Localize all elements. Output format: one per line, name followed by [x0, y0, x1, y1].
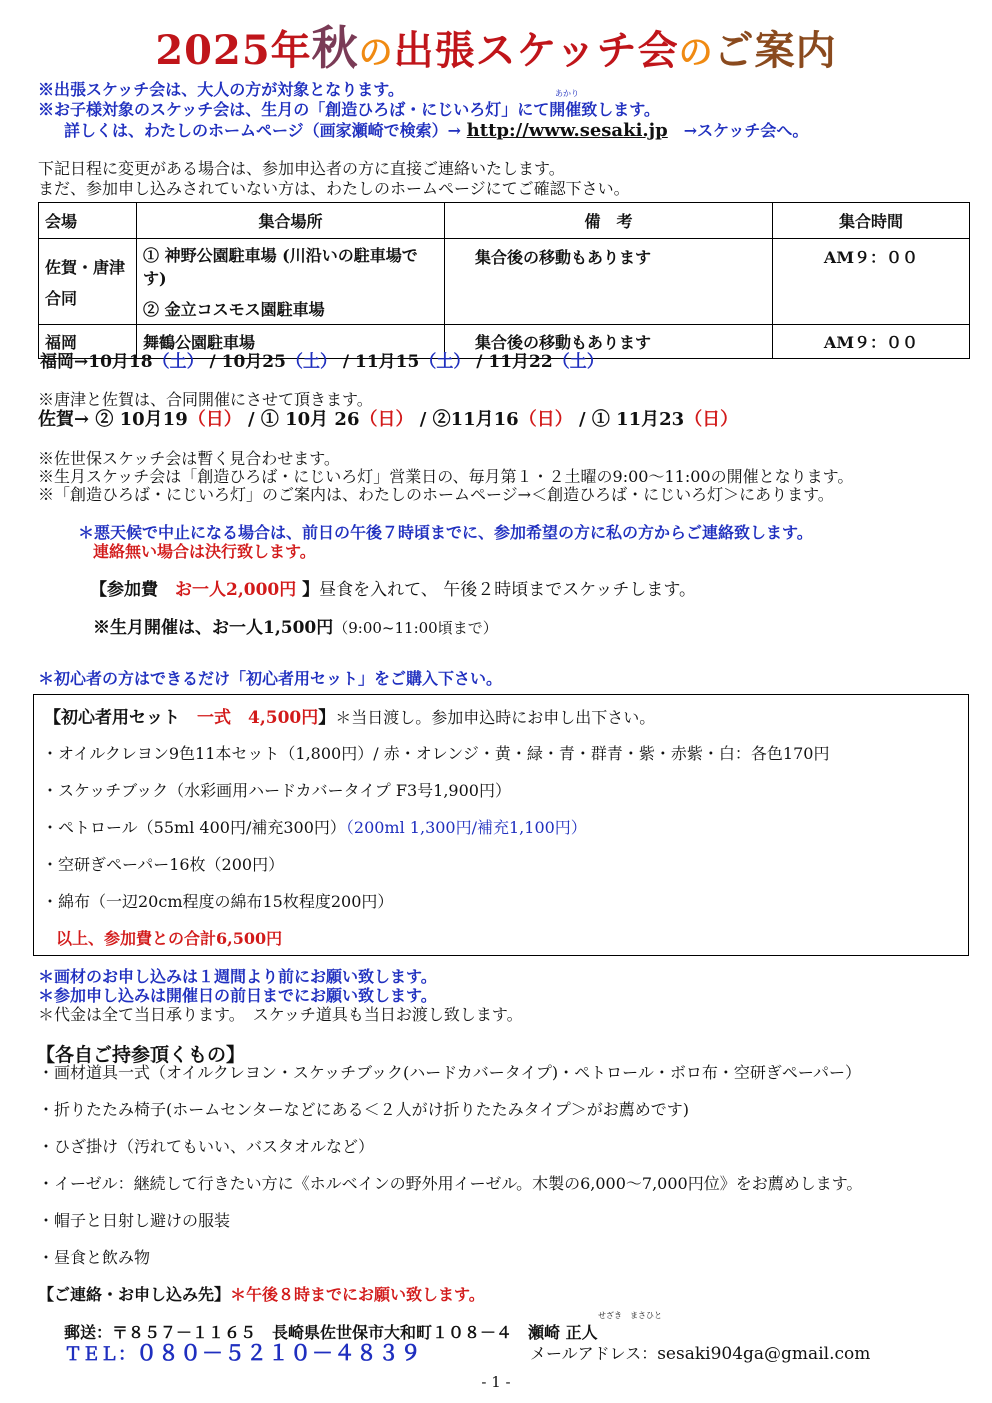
- sun-label: （日）: [518, 409, 573, 430]
- intro-line-3-tail: →スケッチ会へ。: [667, 121, 809, 140]
- saga-date-1: ② 10月19: [95, 409, 188, 430]
- contact-heading: [38, 1282, 485, 1305]
- fukuoka-dates: [40, 347, 604, 372]
- contact-heading-label: 【ご連絡・お申し込み先】: [38, 1285, 231, 1304]
- header-time: 集合時間: [773, 203, 970, 239]
- sat-label: （土）: [552, 352, 604, 372]
- saga-note: ※唐津と佐賀は、合同開催にさせて頂きます。: [38, 390, 373, 409]
- fukuoka-date-4: 11月22: [488, 352, 553, 372]
- row1-place-a: ① 神野公園駐車場 (川沿いの駐車場です): [143, 246, 418, 288]
- intro-ruby: あかり: [555, 89, 579, 98]
- sat-label: （土）: [419, 352, 471, 372]
- title-autumn: 秋: [311, 21, 359, 75]
- row2-venue: 福岡: [39, 325, 137, 359]
- saga-date-2: ① 10月 26: [260, 409, 360, 430]
- header-note: 備 考: [445, 203, 773, 239]
- beginner-note: ＊初心者の方はできるだけ「初心者用セット」をご購入下さい。: [38, 669, 503, 688]
- page-number: - 1 -: [481, 1373, 511, 1391]
- set-total: 以上、参加費との合計6,500円: [56, 929, 283, 948]
- saga-date-4: ① 11月23: [591, 409, 685, 430]
- mail-address[interactable]: sesaki904ga@gmail.com: [657, 1344, 871, 1364]
- title-year: 2025年: [155, 27, 312, 74]
- contact-heading-note: ＊午後８時までにお願い致します。: [230, 1285, 485, 1304]
- notice-line-1: 下記日程に変更がある場合は、参加申込者の方に直接ご連絡いたします。: [38, 159, 565, 178]
- fukuoka-date-2: 10月25: [221, 352, 286, 372]
- separator: /: [470, 352, 489, 372]
- ikitsuki-time: （9:00~11:00頃まで）: [333, 619, 498, 637]
- header-venue: 会場: [39, 203, 137, 239]
- set-item-4: ・空研ぎペーパー16枚（200円）: [42, 855, 285, 874]
- note-line-1: ※佐世保スケッチ会は暫く見合わせます。: [38, 449, 340, 468]
- sat-label: （土）: [285, 352, 337, 372]
- weather-line-1: ＊悪天候で中止になる場合は、前日の午後７時頃までに、参加希望の方に私の方からご連絡致します。: [78, 523, 813, 542]
- row1-note: 集合後の移動もあります: [445, 239, 773, 325]
- table-header-row: [39, 203, 970, 239]
- fukuoka-date-1: 10月18: [88, 352, 153, 372]
- row2-note: 集合後の移動もあります: [445, 325, 773, 359]
- separator: /: [413, 409, 433, 430]
- bring-item-4: ・イーゼル：継続して行きたい方に《ホルベインの野外用イーゼル。木製の6,000～7,000円位》をお薦めします。: [38, 1174, 863, 1193]
- header-place: 集合場所: [137, 203, 445, 239]
- homepage-link[interactable]: http://www.sesaki.jp: [466, 120, 668, 141]
- fee-amount: お一人2,000円: [175, 580, 297, 600]
- row1-venue-b: 合同: [45, 288, 78, 308]
- contact-address: 郵送：〒８５７－１１６５ 長崎県佐世保市大和町１０８－４ 瀬崎 正人: [64, 1323, 598, 1342]
- intro-line-3-text: 詳しくは、わたしのホームページ（画家瀬崎で検索）→: [64, 121, 467, 140]
- schedule-table: [38, 202, 970, 359]
- title-no-2: の: [678, 33, 714, 73]
- bring-item-5: ・帽子と日射し避けの服装: [38, 1211, 231, 1230]
- row1-venue-a: 佐賀・唐津: [45, 257, 126, 277]
- intro-line-1: ※出張スケッチ会は、大人の方が対象となります。: [38, 80, 404, 99]
- name-ruby: せざき まさひと: [598, 1311, 662, 1320]
- contact-mail: [530, 1341, 870, 1364]
- page-title: [0, 12, 992, 78]
- fukuoka-label: 福岡→: [40, 352, 89, 372]
- title-no: の: [358, 33, 394, 73]
- after-line-1: ＊画材のお申し込みは１週間より前にお願い致します。: [38, 967, 437, 986]
- intro-line-2: ※お子様対象のスケッチ会は、生月の「創造ひろば・にじいろ灯」にて開催致します。: [38, 100, 660, 119]
- mail-label: メールアドレス：: [530, 1344, 658, 1363]
- table-row: [39, 239, 970, 325]
- title-sketch: 出張スケッチ会: [393, 27, 679, 74]
- bring-item-3: ・ひざ掛け（汚れてもいい、バスタオルなど）: [38, 1137, 375, 1156]
- set-price: 一式 4,500円: [197, 708, 319, 728]
- sun-label: （日）: [684, 409, 739, 430]
- row1-place: [137, 239, 445, 325]
- fee-label: 【参加費: [90, 580, 175, 600]
- set-heading-label: 【初心者用セット: [44, 708, 197, 728]
- set-item-2: ・スケッチブック（水彩画用ハードカバータイプ F3号1,900円）: [42, 781, 511, 800]
- ikitsuki-fee: ※生月開催は、お一人1,500円: [93, 618, 334, 638]
- saga-dates: [38, 405, 738, 431]
- note-line-3: ※「創造ひろば・にじいろ灯」のご案内は、わたしのホームページ→＜創造ひろば・にじいろ灯＞にあります。: [38, 485, 834, 504]
- after-line-3: ＊代金は全て当日承ります。 スケッチ道具も当日お渡し致します。: [38, 1005, 523, 1024]
- set-item-3-small: ・ペトロール（55ml 400円/補充300円）: [42, 818, 346, 837]
- beginner-set-box: [33, 694, 969, 956]
- notice-line-2: まだ、参加申し込みされていない方は、わたしのホームページにてご確認下さい。: [38, 179, 630, 198]
- bring-item-6: ・昼食と飲み物: [38, 1248, 151, 1267]
- tel-label: ＴＥＬ：: [64, 1344, 136, 1365]
- sun-label: （日）: [359, 409, 414, 430]
- row2-place: 舞鶴公園駐車場: [137, 325, 445, 359]
- set-item-3: [42, 815, 587, 838]
- intro-line-3: [64, 118, 808, 141]
- saga-date-3: ②11月16: [432, 409, 519, 430]
- saga-label: 佐賀→: [38, 409, 96, 430]
- fukuoka-date-3: 11月15: [355, 352, 420, 372]
- set-item-1: ・オイルクレヨン9色11本セット（1,800円）/ 赤・オレンジ・黄・緑・青・群青・紫・赤紫・白：各色170円: [42, 744, 830, 763]
- sun-label: （日）: [187, 409, 242, 430]
- row1-venue: [39, 239, 137, 325]
- weather-line-2: 連絡無い場合は決行致します。: [93, 542, 316, 561]
- tel-number[interactable]: ０８０－５２１０－４８３９: [136, 1340, 422, 1365]
- row1-place-b: ② 金立コスモス園駐車場: [143, 300, 325, 319]
- set-heading: [44, 703, 655, 728]
- note-line-2: ※生月スケッチ会は「創造ひろば・にじいろ灯」営業日の、毎月第１・２土曜の9:00～11:00の開催となります。: [38, 467, 854, 486]
- bring-heading: 【各自ご持参頂くもの】: [36, 1044, 246, 1066]
- set-item-5: ・綿布（一辺20cm程度の綿布15枚程度200円）: [42, 892, 394, 911]
- bring-item-1: ・画材道具一式（オイルクレヨン・スケッチブック(ハードカバータイプ)・ペトロール・ボロ布・空研ぎペーパー）: [38, 1063, 862, 1082]
- bring-item-2: ・折りたたみ椅子(ホームセンターなどにある＜２人がけ折りたたみタイプ＞がお薦めです): [38, 1100, 690, 1119]
- contact-tel: [64, 1337, 422, 1367]
- row2-time: AM９：００: [773, 325, 970, 359]
- ikitsuki-fee-line: [93, 613, 498, 638]
- after-line-2: ＊参加申し込みは開催日の前日までにお願い致します。: [38, 986, 437, 1005]
- row1-time: AM９：００: [773, 239, 970, 325]
- separator: /: [572, 409, 592, 430]
- separator: /: [336, 352, 355, 372]
- title-annai: ご案内: [713, 27, 837, 74]
- sat-label: （土）: [152, 352, 204, 372]
- set-heading-note: ＊当日渡し。参加申込時にお申し出下さい。: [335, 708, 656, 727]
- fee-description: 昼食を入れて、 午後２時頃までスケッチします。: [319, 580, 697, 600]
- fee-label-end: 】: [296, 580, 320, 600]
- separator: /: [203, 352, 222, 372]
- set-heading-end: 】: [318, 708, 336, 728]
- fee-line: [90, 575, 696, 600]
- separator: /: [241, 409, 261, 430]
- set-item-3-large: （200ml 1,300円/補充1,100円）: [345, 818, 587, 837]
